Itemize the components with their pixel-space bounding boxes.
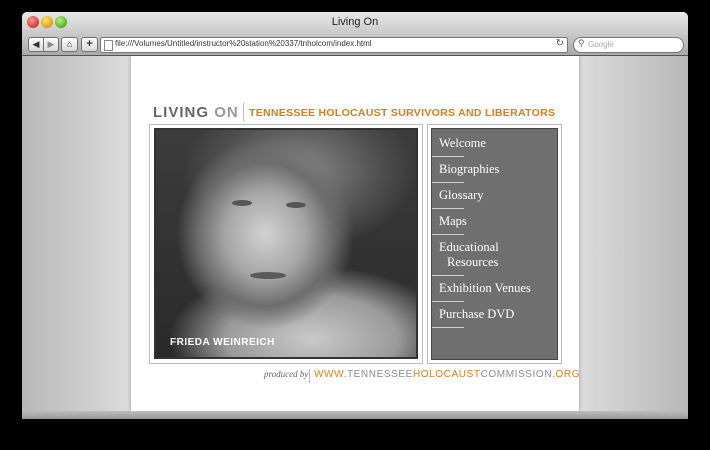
forward-arrow-icon: ▶ <box>47 39 55 49</box>
site-subtitle: TENNESSEE HOLOCAUST SURVIVORS AND LIBERATORS <box>249 107 556 119</box>
nav-divider <box>432 327 464 328</box>
browser-window <box>22 12 688 419</box>
nav-item-exhibition-venues[interactable]: Exhibition Venues <box>439 281 531 295</box>
nav-frame <box>427 124 562 364</box>
portrait-eye-right <box>286 202 306 208</box>
main-nav <box>431 128 558 360</box>
address-bar[interactable] <box>100 37 568 53</box>
nav-divider <box>432 234 464 235</box>
url-org: .ORG <box>552 369 581 380</box>
portrait-caption: FRIEDA WEINREICH <box>170 337 275 348</box>
page-icon <box>104 40 113 51</box>
back-button[interactable] <box>28 37 44 52</box>
search-input[interactable] <box>588 39 678 50</box>
status-bar <box>22 411 688 419</box>
home-button[interactable] <box>61 37 78 52</box>
search-box[interactable] <box>573 37 684 53</box>
nav-item-biographies[interactable]: Biographies <box>439 162 500 176</box>
portrait-eye-left <box>232 200 252 206</box>
nav-divider <box>432 182 464 183</box>
forward-button[interactable] <box>43 37 59 52</box>
url-commission: COMMISSION <box>480 369 553 380</box>
back-arrow-icon: ◀ <box>32 39 40 49</box>
commission-link[interactable] <box>314 369 580 380</box>
portrait-photo <box>154 128 418 359</box>
browser-toolbar <box>22 34 688 56</box>
header-divider <box>243 103 244 121</box>
plus-icon: + <box>86 38 93 50</box>
search-icon: ⚲ <box>578 38 585 48</box>
address-url[interactable]: file:///Volumes/Untitled/instructor%20station%20337/tnholcom/index.html <box>115 39 372 48</box>
nav-item-welcome[interactable]: Welcome <box>439 136 486 150</box>
nav-divider <box>432 208 464 209</box>
nav-divider <box>432 275 464 276</box>
nav-item-purchase-dvd[interactable]: Purchase DVD <box>439 307 515 321</box>
title-bar <box>22 12 688 34</box>
reload-icon[interactable]: ↻ <box>555 38 564 49</box>
page-container <box>131 56 579 411</box>
nav-item-educational-resources[interactable] <box>439 240 499 270</box>
nav-item-educational-line2: Resources <box>447 255 499 269</box>
nav-divider <box>432 156 464 157</box>
logo-on: ON <box>214 104 239 121</box>
url-holocaust: HOLOCAUST <box>412 369 481 380</box>
window-title: Living On <box>331 16 379 28</box>
url-tennessee: TENNESSEE <box>346 369 413 380</box>
logo-living: LIVING <box>153 104 210 121</box>
url-www: WWW. <box>314 369 347 380</box>
browser-viewport[interactable] <box>22 56 688 419</box>
nav-item-glossary[interactable]: Glossary <box>439 188 484 202</box>
site-logo[interactable] <box>153 104 239 121</box>
nav-item-maps[interactable]: Maps <box>439 214 467 228</box>
portrait-mouth <box>250 272 286 279</box>
portrait-frame <box>149 124 423 364</box>
nav-item-educational-line1: Educational <box>439 240 499 254</box>
nav-divider <box>432 301 464 302</box>
produced-by-label: produced by <box>264 369 309 379</box>
home-icon: ⌂ <box>66 39 73 49</box>
add-bookmark-button[interactable] <box>81 37 98 52</box>
footer-divider <box>309 369 310 383</box>
